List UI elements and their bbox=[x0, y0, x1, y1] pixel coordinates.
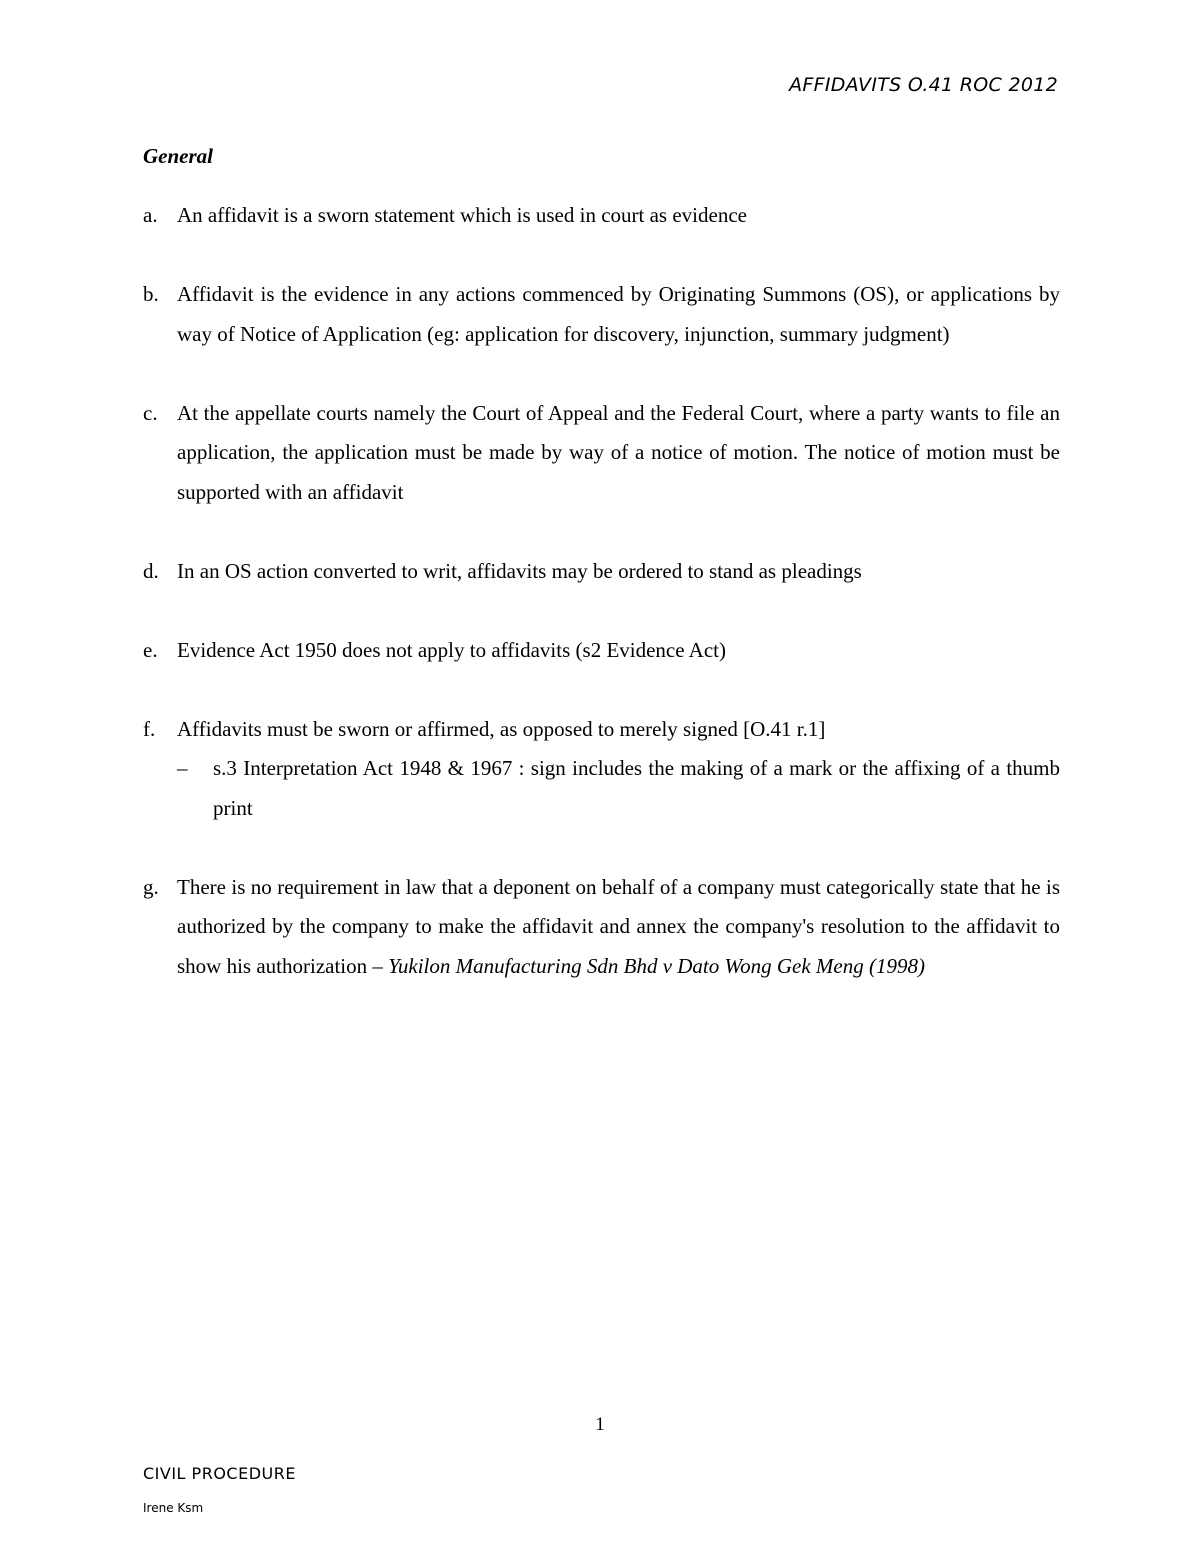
running-header: AFFIDAVITS O.41 ROC 2012 bbox=[789, 74, 1058, 96]
footer-author: Irene Ksm bbox=[143, 1501, 204, 1515]
page-number: 1 bbox=[595, 1414, 605, 1435]
list-marker: c. bbox=[143, 400, 158, 425]
list-item-b bbox=[143, 275, 1060, 354]
list-marker: a. bbox=[143, 203, 158, 227]
list-item-text: An affidavit is a sworn statement which is used in court as evidence bbox=[177, 203, 747, 227]
case-citation: Yukilon Manufacturing Sdn Bhd v Dato Wong Gek Meng (1998) bbox=[388, 953, 925, 978]
list-item-d bbox=[143, 552, 1060, 592]
list-item-text: Affidavits must be sworn or affirmed, as opposed to merely signed [O.41 r.1] bbox=[177, 716, 826, 741]
list-marker: e. bbox=[143, 637, 158, 662]
list-marker: d. bbox=[143, 558, 159, 583]
list-item-g bbox=[143, 868, 1060, 987]
sub-point bbox=[177, 749, 1060, 828]
list-item-text: Evidence Act 1950 does not apply to affidavits (s2 Evidence Act) bbox=[177, 637, 726, 662]
footer-subject: CIVIL PROCEDURE bbox=[143, 1464, 296, 1483]
list-marker: b. bbox=[143, 282, 159, 306]
list-item-c bbox=[143, 394, 1060, 513]
list-item-a bbox=[143, 196, 1060, 236]
list-marker: f. bbox=[143, 716, 156, 741]
list-item-f bbox=[143, 710, 1060, 829]
list-item-text: In an OS action converted to writ, affidavits may be ordered to stand as pleadings bbox=[177, 558, 862, 583]
list-item-text: There is no requirement in law that a deponent on behalf of a company must categorically state that he is authorized by the company to make the affidavit and annex the company's resolution to the affidavit to show his authorization – bbox=[177, 874, 1060, 978]
list-marker: g. bbox=[143, 874, 159, 899]
section-title: General bbox=[143, 144, 213, 168]
points-list bbox=[143, 196, 1060, 1026]
sub-point-text: s.3 Interpretation Act 1948 & 1967 : sign includes the making of a mark or the affixing of a thumb print bbox=[213, 756, 1060, 820]
list-item-e bbox=[143, 631, 1060, 671]
dash-marker: – bbox=[177, 756, 188, 780]
list-item-text: Affidavit is the evidence in any actions commenced by Originating Summons (OS), or applications by way of Notice of Application (eg: application for discovery, injunction, summary judgment) bbox=[177, 282, 1060, 346]
list-item-text: At the appellate courts namely the Court of Appeal and the Federal Court, where a party wants to file an application, the application must be made by way of a notice of motion. The notice of motion must be supported with an affidavit bbox=[177, 400, 1060, 504]
